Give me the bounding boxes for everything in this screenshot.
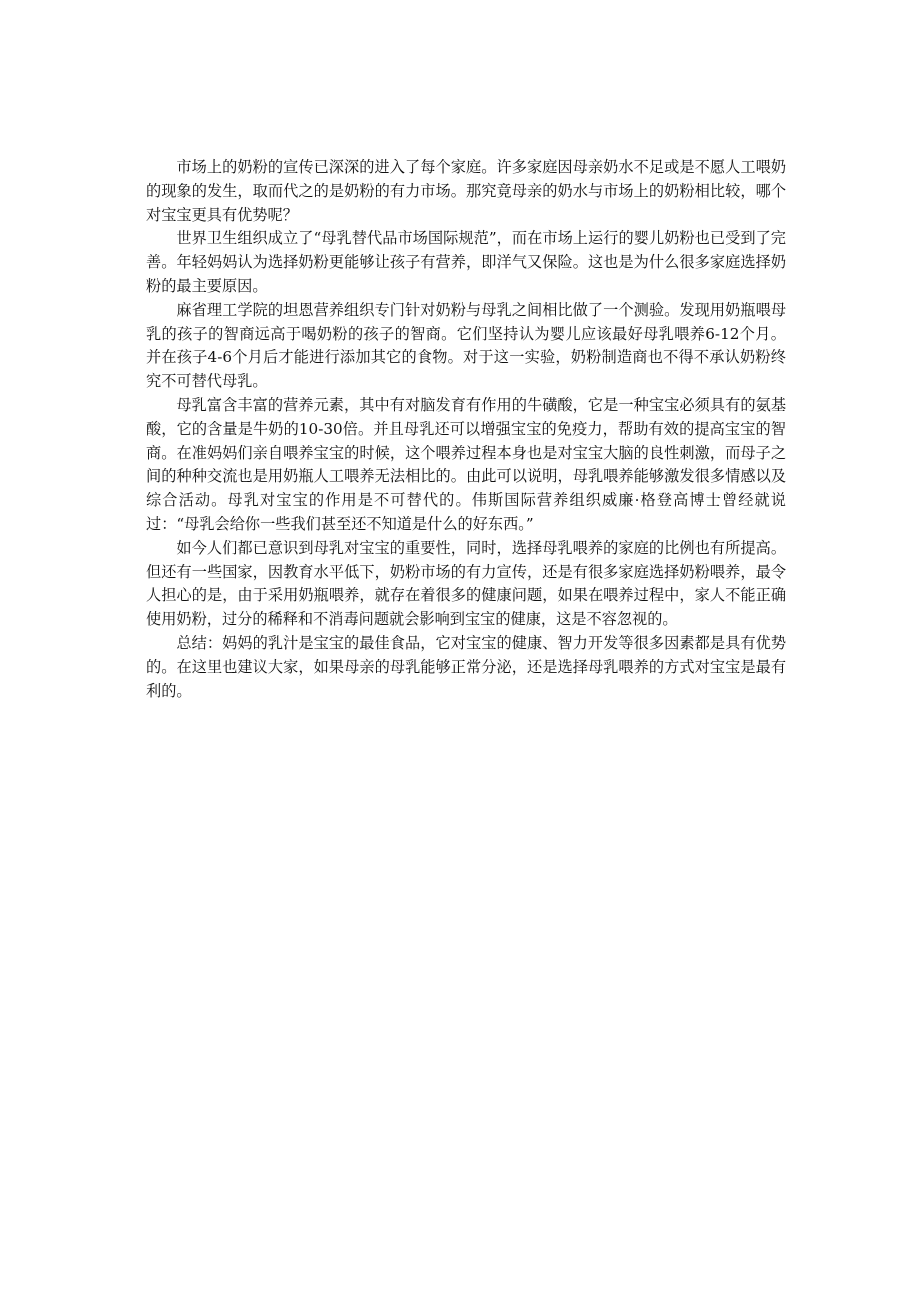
- paragraph-who-code: 世界卫生组织成立了“母乳替代品市场国际规范”，而在市场上运行的婴儿奶粉也已受到了完善。年轻妈妈认为选择奶粉更能够让孩子有营养，即洋气又保险。这也是为什么很多家庭选择奶粉的最主要原因。: [146, 229, 786, 295]
- document-body: [146, 156, 786, 703]
- paragraph-summary: 总结：妈妈的乳汁是宝宝的最佳食品，它对宝宝的健康、智力开发等很多因素都是具有优势的。在这里也建议大家，如果母亲的母乳能够正常分泌，还是选择母乳喂养的方式对宝宝是最有利的。: [146, 633, 786, 700]
- paragraph-intro: 市场上的奶粉的宣传已深深的进入了每个家庭。许多家庭因母亲奶水不足或是不愿人工喂奶的现象的发生，取而代之的是奶粉的有力市场。那究竟母亲的奶水与市场上的奶粉相比较，哪个对宝宝更具有优势呢？: [146, 158, 786, 224]
- paragraph-mit-study: 麻省理工学院的坦恩营养组织专门针对奶粉与母乳之间相比做了一个测验。发现用奶瓶喂母乳的孩子的智商远高于喝奶粉的孩子的智商。它们坚持认为婴儿应该最好母乳喂养6-12个月。并在孩子4-6个月后才能进行添加其它的食物。对于这一实验，奶粉制造商也不得不承认奶粉终究不可替代母乳。: [146, 300, 786, 391]
- paragraph-nutrients: 母乳富含丰富的营养元素，其中有对脑发育有作用的牛磺酸，它是一种宝宝必须具有的氨基酸，它的含量是牛奶的10-30倍。并且母乳还可以增强宝宝的免疫力，帮助有效的提高宝宝的智商。在准妈妈们亲自喂养宝宝的时候，这个喂养过程本身也是对宝宝大脑的良性刺激，而母子之间的种种交流也是用奶瓶人工喂养无法相比的。由此可以说明，母乳喂养能够激发很多情感以及综合活动。母乳对宝宝的作用是不可替代的。伟斯国际营养组织威廉·格登高博士曾经就说过：“母乳会给你一些我们甚至还不知道是什么的好东西。”: [146, 395, 786, 533]
- paragraph-awareness: 如今人们都已意识到母乳对宝宝的重要性，同时，选择母乳喂养的家庭的比例也有所提高。但还有一些国家，因教育水平低下，奶粉市场的有力宣传，还是有很多家庭选择奶粉喂养，最令人担心的是，由于采用奶瓶喂养，就存在着很多的健康问题，如果在喂养过程中，家人不能正确使用奶粉，过分的稀释和不消毒问题就会影响到宝宝的健康，这是不容忽视的。: [146, 538, 786, 629]
